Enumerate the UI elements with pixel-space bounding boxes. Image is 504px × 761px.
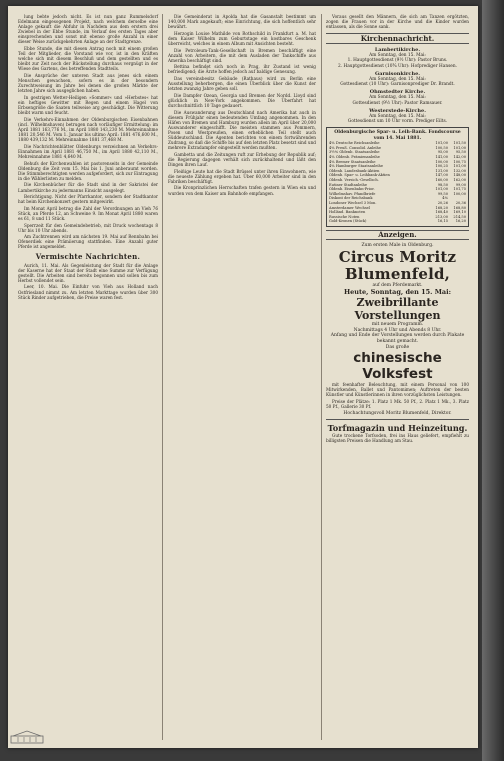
article-paragraph: Sperrzeit für den Gemeindebetrieb, mit Druck wochentags 8 Uhr bis 10 Uhr abends. — [18, 222, 158, 233]
stock-quote-value: 100,00 — [453, 191, 466, 196]
stock-quote-name: Diskont der Reichsbank — [329, 196, 373, 201]
church-date: Am Sonntag, den 15. Mai: — [369, 53, 426, 59]
column-right — [326, 14, 469, 445]
ad-line: auf dem Pferdemarkt. — [372, 282, 423, 288]
stock-quotes-box — [326, 127, 469, 227]
divider — [326, 419, 469, 420]
article-paragraph: Die Ansprüche der unteren Stadt aus jenes sich einem Menschen gewachsen, sofern es in der besondern Zurechtweisung im Jahre bei denen die großen Märkte der letzten Jahre sich ausgeglichen haben. — [18, 73, 158, 94]
ads-heading: Anzeigen. — [326, 230, 469, 240]
stock-quote-value: 141,00 — [435, 155, 448, 160]
stock-quote-name: Amsterdamer Wechsel — [329, 205, 370, 210]
ad-paragraph: Preise der Plätze: 1. Platz 1 Mk. 50 Pf., 2. Platz 1 Mk., 3. Platz 50 Pf., Gallerie 30 Pf. — [326, 398, 469, 410]
stock-quote-name: Londoner Wechsel 3 Mon. — [329, 201, 377, 206]
column-divider — [162, 14, 163, 740]
article-paragraph: Ebbe Stunde, die mit diesen Antrag noch mit einem großen Teil der Mitglieder, die Vorstand wie vor, ist in den Kräften welche sich mit diesem Beschluß und dem gestellten und es bleibt zur Zeit noch der Rückstellung durchaus vergnügt in der Wiese des Gartens, des betreffenden Stadtteils. — [18, 46, 158, 72]
ad-signature: Hochachtungsvoll Moritz Blumenfeld, Direktor. — [343, 410, 452, 416]
article-paragraph: Die Dampfer Ozean, Georgia und Bremen der Nordd. Lloyd sind glücklich in New-York angekommen. Die Überfahrt hat durchschnittlich 10 Tage gedauert. — [168, 92, 316, 108]
ad-line: mit neuem Programm. — [371, 322, 424, 328]
ad-line: Zum ersten Male in Oldenburg. — [361, 242, 434, 248]
stock-quote-value: 169,10 — [453, 210, 466, 215]
ad-paragraph: Gute trockene Torfsoden, frei ins Haus geliefert, empfiehlt zu billigsten Preisen die Handlung am Stau. — [326, 433, 469, 444]
stock-quote-value: 168,80 — [453, 205, 466, 210]
stock-quote-name: 4% Deutsche Reichsanleihe — [329, 141, 380, 146]
stock-quote-value: 100,25 — [435, 164, 448, 169]
church-name: Ohmstedter Kirche. — [369, 89, 426, 96]
article-paragraph: Aurich, 11. Mai. Als Gegenleistung der Stadt für die Anlage der Kaserne hat der Staat der Stadt eine Summe zur Verfügung gestellt. Die Arbeiten sind bereits begonnen und sollen bis zum Herbst vollendet sein. — [18, 262, 158, 283]
column-middle — [168, 14, 316, 197]
church-date: Am Sonntag, den 15. Mai: — [369, 95, 426, 101]
stock-quote-name: 4% Preuß. Consolid. Anleihe — [329, 145, 382, 150]
stock-quote-value: 101,75 — [453, 187, 466, 192]
ad-line: Das große — [385, 344, 410, 350]
church-news-heading: Kirchennachricht. — [326, 33, 469, 44]
stock-quote-value: 98,50 — [437, 182, 448, 187]
article-paragraph: Gambetta und die Zeitungen ruft zur Erhebung der Republik auf; die Regierung dagegen verhält sich zurückhaltend und läßt den Dingen ihren Lauf. — [168, 151, 316, 168]
ad-line: Heute, Sonntag, den 15. Mai: — [344, 288, 451, 297]
service-entry: 2. Hauptgottesdienst (10¾ Uhr): Hofprediger Hansen. — [338, 63, 457, 69]
article-paragraph: Die Gemeinderat in Apolda hat die Gasanstalt bestimmt um 140,000 Mark angekauft; eine Einrichtung, die sich hoffentlich sehr bewährt. — [168, 14, 316, 30]
service-entry: 1. Hauptgottesdienst (9½ Uhr): Pastor Bruns. — [347, 58, 448, 64]
stock-quote-value: 4% — [442, 196, 448, 201]
article-paragraph: Die Kronprinzlichen Herrschaften trafen gestern in Wien ein und wurden von dem Kaiser am Bahnhofe empfangen. — [168, 185, 316, 196]
article-paragraph: Die Petroleum-Tank-Gesellschaft in Bremen beschäftigt eine Anzahl von Arbeitern, die mit dem Ausladen der Tankschiffe aus Amerika beschäftigt sind. — [168, 47, 316, 63]
stock-quote-name: Oldenb. Landesbank-Aktien — [329, 168, 380, 173]
stock-quote-value: 132,00 — [453, 168, 466, 173]
stock-quote-value: 100,50 — [435, 145, 448, 150]
stock-quote-value: 131,00 — [435, 168, 448, 173]
stock-quote-name: Gold-Kronen (Stück) — [329, 219, 367, 224]
stock-quote-value: 168,40 — [435, 210, 448, 215]
stock-quote-name: 4% Bremer Staatsanleihe — [329, 159, 376, 164]
stock-quote-name: Eutiner Stadtanleihe — [329, 182, 367, 187]
stock-quote-value: 99,00 — [455, 182, 466, 187]
stock-quote-name: 4% Hamburger Staatsanleihe — [329, 164, 383, 169]
service-entry: Gottesdienst (9½ Uhr): Pastor Ramsauer. — [352, 100, 443, 106]
church-date: Am Sonntag, den 15. Mai: — [369, 113, 426, 119]
article-paragraph: Die Kirchenbücher für die Stadt sind in der Sakristei der Lambertikirche zu jedermanns Einsicht ausgelegt. — [18, 182, 158, 193]
stock-quote-value: 162,00 — [453, 178, 466, 183]
stock-quote-value: 142,00 — [453, 155, 466, 160]
stock-quotes-list — [329, 141, 466, 224]
stock-quote-name: Wilhelmshav. Pfandbriefe — [329, 191, 376, 196]
church-name: Lambertikirche. — [374, 47, 421, 54]
service-entry: Gottesdienst um 10 Uhr vorm. Prediger Eilts. — [347, 118, 448, 124]
stock-quote-value: 100,75 — [453, 159, 466, 164]
stock-quote-value: 101,00 — [435, 187, 448, 192]
stock-quote-value: 148,00 — [453, 173, 466, 178]
ad-performances: Zweibrillante Vorstellungen — [354, 296, 441, 323]
service-entry: Gottesdienst (10 Uhr): Garnisonprediger Dr. Brandt. — [340, 82, 455, 88]
article-paragraph: Die Auswanderung aus Deutschland nach Amerika hat auch in diesem Frühjahr einen bedeutenden Umfang angenommen. In den Häfen von Bremen und Hamburg wurden allein im April über 20,000 Auswanderer eingeschifft. Die meisten stammen aus Pommern, Posen und Westpreußen, einen erheblichen Teil stellt auch Süddeutschland. Die Agenten berichten von einem fortwährenden Zudrang, so daß die Schiffe bis auf den letzten Platz besetzt sind und mehrere Extradampfer eingestellt werden mußten. — [168, 109, 316, 151]
stock-quote-value: 160,00 — [435, 178, 448, 183]
stock-quote-value: 95,50 — [455, 150, 466, 155]
stock-quote-name: Oldenb. Eisenbahn-Prior. — [329, 187, 375, 192]
stock-quote-row — [329, 219, 466, 224]
stock-quote-name: Holländ. Banknoten — [329, 210, 366, 215]
stock-quote-name: 3½% Oldenb. Staatsanleihe — [329, 150, 380, 155]
scan-edge — [482, 0, 504, 761]
stock-quotes-title: Oldenburgische Spar- u. Leih-Bank. Fondscourse vom 14. Mai 1881. — [334, 130, 461, 141]
section-heading-vermischte: Vermischte Nachrichten. — [35, 251, 141, 261]
article-paragraph: Das vereinsbesitz Gebäude (Rathaus) wird zu Berlin eine Ausstellung beherbergen, die einen Überblick über die Kunst der letzten zwanzig Jahre geben soll. — [168, 76, 316, 92]
stock-quote-value: 147,00 — [435, 173, 448, 178]
stock-quote-value: 100,00 — [435, 159, 448, 164]
ad-volksfest-title: chinesische Volksfest — [353, 350, 442, 383]
article-paragraph: Fleißige Leute hat die Stadt Brüssel unter ihren Einwohnern, wie die neueste Zählung ergeben hat. Über 60,000 Arbeiter sind in den Fabriken beschäftigt. — [168, 168, 316, 184]
ad-circus-title: Circus Moritz Blumenfeld, — [338, 247, 457, 283]
stock-quote-value: 16,15 — [437, 219, 448, 224]
stock-quote-value: 101,00 — [453, 164, 466, 169]
article-paragraph: Berichtigung. Nicht der Pfarrkantor, sondern der Stadtkantor hat beim Kirchenkonzert gestern mitgewirkt. — [18, 194, 158, 205]
article-paragraph: Die Verkehrs-Einnahmen der Oldenburgischen Eisenbahnen (incl. Wilhelmshaven) betrugen nach vorläufiger Ermittelung: im April 1881 163,776 M., im April 1880 143,230 M. Mehreinnahme 1881 20,546 M. Vom 1. Januar bis ultimo April: 1881 476,600 M., 1880 439,132 M. Mehreinnahme 1881 37,468 M. — [18, 116, 158, 143]
library-stamp-icon — [10, 730, 44, 744]
article-paragraph: Voraus gesellt den Männern, die sich am Tanzen ergötzten, zogen die Frauen vor in der Kirche und die Kinder wurden entlassen, als die Sonne sank. — [326, 14, 469, 30]
article-paragraph: Behufs der Kirchenwahlen ist pastorenseits in der Gemeinde Oldenburg die Zeit vom 15. Mai bis 1. Juni anberaumt worden. Die Stimmberechtigten werden aufgefordert, sich zur Eintragung in die Wählerlisten zu melden. — [18, 160, 158, 181]
newspaper-page — [8, 6, 478, 748]
ad-line: Nachmittags 4 Uhr und Abends 8 Uhr. — [353, 327, 442, 333]
stock-quote-value: 99,50 — [437, 191, 448, 196]
stock-quote-value: 16,20 — [455, 219, 466, 224]
stock-quote-name: 4% Oldenb. Prämienanleihe — [329, 155, 380, 160]
ad-paragraph: mit feenhafter Beleuchtung, mit einem Personal von 100 Mitwirkenden, Ballet und Pantomimen; Auftreten der besten Künstler und Künstlerinnen in ihren vorzüglichsten Leistungen. — [326, 382, 469, 398]
article-paragraph: Herzogin Louise Mathilde von Rothschild in Frankfurt a. M. hat dem Kaiser Wilhelm zum Geburtstage ein kostbares Geschenk überreicht, welches in einem Album mit Ansichten besteht. — [168, 30, 316, 46]
stock-quote-value: 95,00 — [437, 150, 448, 155]
stock-quote-name: Oldenb. Spar- u. Leihbank-Aktien — [329, 173, 390, 178]
church-date: Am Sonntag, den 15. Mai: — [369, 76, 426, 82]
stock-quote-value: 101,50 — [453, 141, 466, 146]
column-left — [18, 14, 158, 301]
church-name: Westerstede-Kirche. — [369, 107, 426, 114]
article-paragraph: Im Monat April betrug die Zahl der Verordnungen an Vieh 76 Stück, an Pferde 12, an Schweine 9. Im Monat April 1880 waren es 61, 8 und 11 Stück. — [18, 205, 158, 221]
stock-quote-value: 101,00 — [453, 145, 466, 150]
stock-quote-value: 20,26 — [437, 201, 448, 206]
ad-line: Anfang und Ende der Vorstellungen werden durch Plakate bekannt gemacht. — [330, 333, 465, 344]
stock-quote-value: 214,50 — [453, 214, 466, 219]
stock-quote-value: 168,20 — [435, 205, 448, 210]
article-paragraph: Bettina befindet sich noch in Prag, ihr Zustand ist wenig befriedigend; die Ärzte hoffen jedoch auf baldige Genesung. — [168, 64, 316, 75]
stock-quote-name: Oldenb. Versich.-Gesellsch. — [329, 178, 379, 183]
ad-torf-title: Torfmagazin und Heinzeitung. — [327, 423, 468, 434]
article-paragraph: Die Nachrichtenblätter Oldenburgs verzeichnen an Verkehrs-Einnahmen im April 1881 46,750 M., im April 1880 42,110 M., Mehreinnahme 1881 4,640 M. — [18, 143, 158, 159]
article-paragraph: Am Zuchtrennen wird am nächsten 19. Mai auf Rennbahn bei Ofenerdiek eine Prämiierung stattfinden. Eine Anzahl guter Pferde ist angemeldet. — [18, 234, 158, 250]
article-paragraph: lung bebte jedoch nicht. Es ist nun ganz Rummelsdorf Edelmann eingesogenen Projekt, nach welchem derselbe eine Anlage gekauft die Abfuhr in Nachdem aus dem erstern drei Zwiebel in der Ebbe Stunde, im Verlauf des ersten Tages aber einsprechenden und sonst mit ebenso große Anzahl in einer dieser Weise zurückgekehrten Anlage an der Stadtgrenze. — [18, 14, 158, 45]
stock-quote-value: 101,00 — [435, 141, 448, 146]
stock-quote-value: 20,36 — [455, 201, 466, 206]
article-paragraph: Leer, 10. Mai. Die Einfuhr von Vieh aus Holland nach Ostfriesland nimmt zu. Am letzten Markttage wurden über 300 Stück Rinder aufgetrieben, die Preise waren fest. — [18, 284, 158, 300]
column-divider — [321, 14, 322, 740]
article-paragraph: In gestrigen Wetter-Heiligen »Sommer« und »Herbstes« hat ein heftiges Gewitter mit Regen und einem Hagel von Erbsengröße die Saaten teilweise arg geschädigt. Die Witterung bleibt warm und feucht. — [18, 94, 158, 116]
church-name: Garnisonkirche. — [374, 70, 421, 77]
stock-quote-value: 213,00 — [435, 214, 448, 219]
stock-quote-name: Russische Noten — [329, 214, 360, 219]
